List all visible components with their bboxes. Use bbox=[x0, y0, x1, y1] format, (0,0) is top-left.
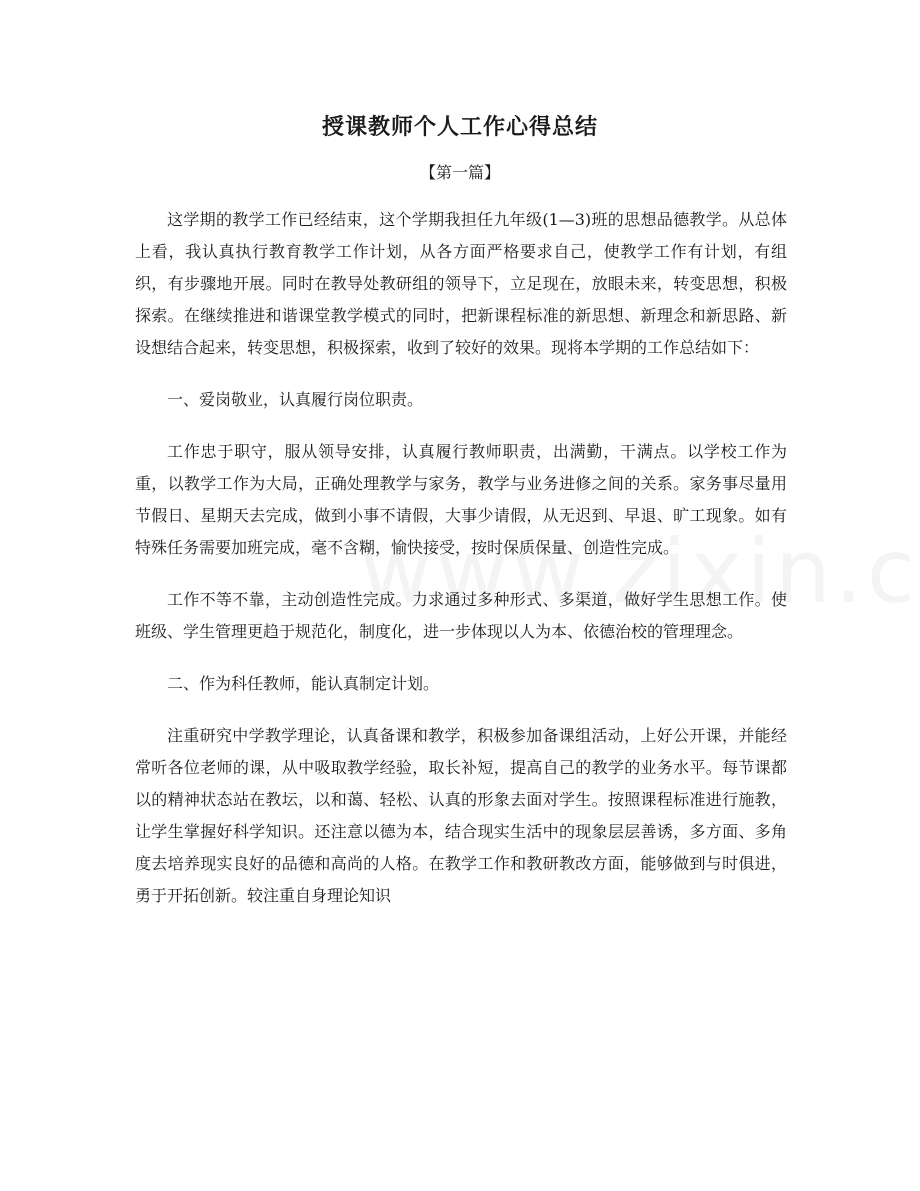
heading-section-2: 二、作为科任教师，能认真制定计划。 bbox=[167, 674, 440, 693]
paragraph-intro: 这学期的教学工作已经结束，这个学期我担任九年级(1—3)班的思想品德教学。从总体上看，我认真执行教育教学工作计划，从各方面严格要求自己，使教学工作有计划，有组织，有步骤地开展。同时在教导处教研组的领导下，立足现在，放眼未来，转变思想，积极探索。在继续推进和谐课堂教学模式的同时，把新课程标准的新思想、新理念和新思路、新设想结合起来，转变思想，积极探索，收到了较好的效果。现将本学期的工作总结如下： bbox=[135, 210, 787, 357]
section-label: 【第一篇】 bbox=[419, 163, 500, 182]
paragraph-initiative: 工作不等不靠，主动创造性完成。力求通过多种形式、多渠道，做好学生思想工作。使班级、学生管理更趋于规范化，制度化，进一步体现以人为本、依德治校的管理理念。 bbox=[135, 590, 787, 641]
paragraph-teaching: 注重研究中学教学理论，认真备课和教学，积极参加备课组活动，上好公开课，并能经常听各位老师的课，从中吸取教学经验，取长补短，提高自己的教学的业务水平。每节课都以的精神状态站在教坛，以和蔼、轻松、认真的形象去面对学生。按照课程标准进行施教，让学生掌握好科学知识。还注意以德为本，结合现实生活中的现象层层善诱，多方面、多角度去培养现实良好的品德和高尚的人格。在教学工作和教研教改方面，能够做到与时俱进，勇于开拓创新。较注重自身理论知识 bbox=[135, 726, 787, 905]
paragraph-duty: 工作忠于职守，服从领导安排，认真履行教师职责，出满勤，干满点。以学校工作为重，以教学工作为大局，正确处理教学与家务，教学与业务进修之间的关系。家务事尽量用节假日、星期天去完成，做到小事不请假，大事少请假，从无迟到、早退、旷工现象。如有特殊任务需要加班完成，毫不含糊，愉快接受，按时保质保量、创造性完成。 bbox=[135, 442, 787, 557]
document-title: 授课教师个人工作心得总结 bbox=[321, 114, 598, 140]
document-body bbox=[135, 204, 787, 932]
heading-section-1: 一、爱岗敬业，认真履行岗位职责。 bbox=[167, 390, 424, 409]
